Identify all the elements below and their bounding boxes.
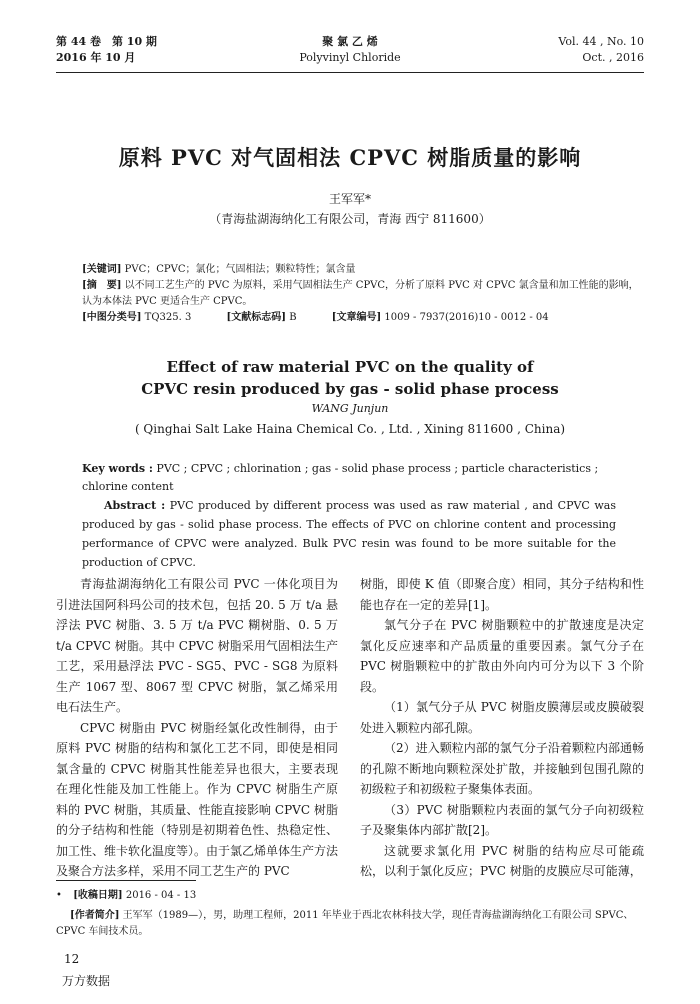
paragraph: CPVC 树脂由 PVC 树脂经氯化改性制得，由于原料 PVC 树脂的结构和氯化工艺不同，即使是相同氯含量的 CPVC 树脂其性能差异也很大，主要表现在理化性能及加工性能上。作为 CPVC 树脂生产原料的 PVC 树脂，其质量、性能直接影响 CPVC 树脂的分子结构和性能（特别是初期着色性、热稳定性、加工性、维卡软化温度等）。由于氯乙烯单体生产方法及聚合方法多样，采用不同工艺生产的 PVC <box>56 720 339 878</box>
article-no-value: 1009 - 7937(2016)10 - 0012 - 04 <box>384 312 549 323</box>
received-value: 2016 - 04 - 13 <box>125 890 197 901</box>
title-cn: 原料 PVC 对气固相法 CPVC 树脂质量的影响 <box>118 145 582 170</box>
paragraph: （3）PVC 树脂颗粒内表面的氯气分子向初级粒子及聚集体内部扩散[2]。 <box>360 802 644 837</box>
article-no-label: [文章编号] <box>331 312 382 323</box>
journal-name <box>250 34 450 66</box>
paragraph: （2）进入颗粒内部的氯气分子沿着颗粒内部通畅的孔隙不断地向颗粒深处扩散，并接触到包围孔隙的初级粒子和初级粒子聚集体表面。 <box>360 741 644 796</box>
keywords-cn-text: PVC；CPVC；氯化；气固相法；颗粒特性；氯含量 <box>124 264 356 275</box>
classification-line <box>82 310 640 326</box>
received-date <box>56 888 644 904</box>
keywords-en-label: Key words : <box>82 462 153 475</box>
paragraph: 树脂，即使 K 值（即聚合度）相同，其分子结构和性能也存在一定的差异[1]。 <box>360 577 644 612</box>
body-right-column <box>360 574 644 882</box>
volume-en: Vol. 44 , No. 10 <box>558 35 644 48</box>
clc-value: TQ325. 3 <box>144 312 192 323</box>
paragraph: 青海盐湖海纳化工有限公司 PVC 一体化项目为引进法国阿科玛公司的技术包，包括 20. 5 万 t/a 悬浮法 PVC 树脂、3. 5 万 t/a PVC 糊树脂、0. 5 万 t/a CPVC 树脂。其中 CPVC 树脂采用气固相法生产工艺，采用悬浮法 PVC - SG5、PVC - SG8 为原料生产 1067 型、8067 型 CPVC 树脂，氯乙烯采用电石法生产。 <box>56 577 338 714</box>
affiliation-cn: （青海盐湖海纳化工有限公司，青海 西宁 811600） <box>209 212 491 226</box>
abstract-en-label: Abstract : <box>104 499 166 512</box>
author-en: WANG Junjun <box>311 402 389 415</box>
keywords-cn-label: [关键词] <box>82 264 122 275</box>
watermark: 万方数据 <box>62 974 111 988</box>
clc-label: [中图分类号] <box>82 312 142 323</box>
journal-volume-en <box>558 34 644 66</box>
keywords-cn <box>82 262 640 278</box>
abstract-en-text: PVC produced by different process was used as raw material , and CPVC was produced by gas - solid phase process. The effects of PVC on chlorine content and processing performance of CPVC were analyzed. Bulk PVC resin was found to be more suitable for the production of CPVC. <box>82 499 617 569</box>
bio-text: 王军军（1989—），男，助理工程师，2011 年毕业于西北农林科技大学，现任青海盐湖海纳化工有限公司 SPVC、CPVC 车间技术员。 <box>56 910 634 937</box>
journal-name-en: Polyvinyl Chloride <box>299 51 401 64</box>
abstract-cn-label: [摘 要] <box>82 280 122 291</box>
header-rule <box>56 72 644 73</box>
received-label: [收稿日期] <box>73 890 123 901</box>
abstract-en <box>82 496 616 572</box>
title-en-line2: CPVC resin produced by gas - solid phase process <box>141 380 559 398</box>
journal-name-cn: 聚 氯 乙 烯 <box>322 35 378 48</box>
bio-label: [作者简介] <box>70 910 120 921</box>
author-cn: 王军军* <box>328 192 371 206</box>
title-en-line1: Effect of raw material PVC on the quality of <box>166 358 534 376</box>
volume-issue: 第 44 卷 第 10 期 <box>56 35 157 48</box>
keywords-en <box>82 460 616 496</box>
doc-code-value: B <box>289 312 297 323</box>
footnote-rule <box>56 880 196 881</box>
issue-date: 2016 年 10 月 <box>56 51 136 64</box>
paragraph: 这就要求氯化用 PVC 树脂的结构应尽可能疏松，以利于氯化反应；PVC 树脂的皮膜应尽可能薄， <box>360 843 644 878</box>
author-bio <box>56 908 644 940</box>
abstract-cn-text: 以不同工艺生产的 PVC 为原料，采用气固相法生产 CPVC，分析了原料 PVC 对 CPVC 氯含量和加工性能的影响，认为本体法 PVC 更适合生产 CPVC。 <box>82 280 639 307</box>
paragraph: （1）氯气分子从 PVC 树脂皮膜薄层或皮膜破裂处进入颗粒内部孔隙。 <box>360 700 644 735</box>
body-left-column <box>56 574 338 882</box>
keywords-en-text: PVC ; CPVC ; chlorination ; gas - solid phase process ; particle characteristics ; chlorine content <box>82 462 599 493</box>
footnote-bullet: • <box>56 890 62 901</box>
page-number: 12 <box>64 952 80 966</box>
doc-code-label: [文献标志码] <box>226 312 286 323</box>
date-en: Oct. , 2016 <box>582 51 644 64</box>
abstract-cn <box>82 278 640 310</box>
affiliation-en: ( Qinghai Salt Lake Haina Chemical Co. , Ltd. , Xining 811600 , China) <box>134 422 566 436</box>
journal-volume-issue <box>56 34 157 66</box>
title-en <box>56 356 644 400</box>
paragraph: 氯气分子在 PVC 树脂颗粒中的扩散速度是决定氯化反应速率和产品质量的重要因素。氯气分子在 PVC 树脂颗粒中的扩散由外向内可分为以下 3 个阶段。 <box>360 618 644 694</box>
